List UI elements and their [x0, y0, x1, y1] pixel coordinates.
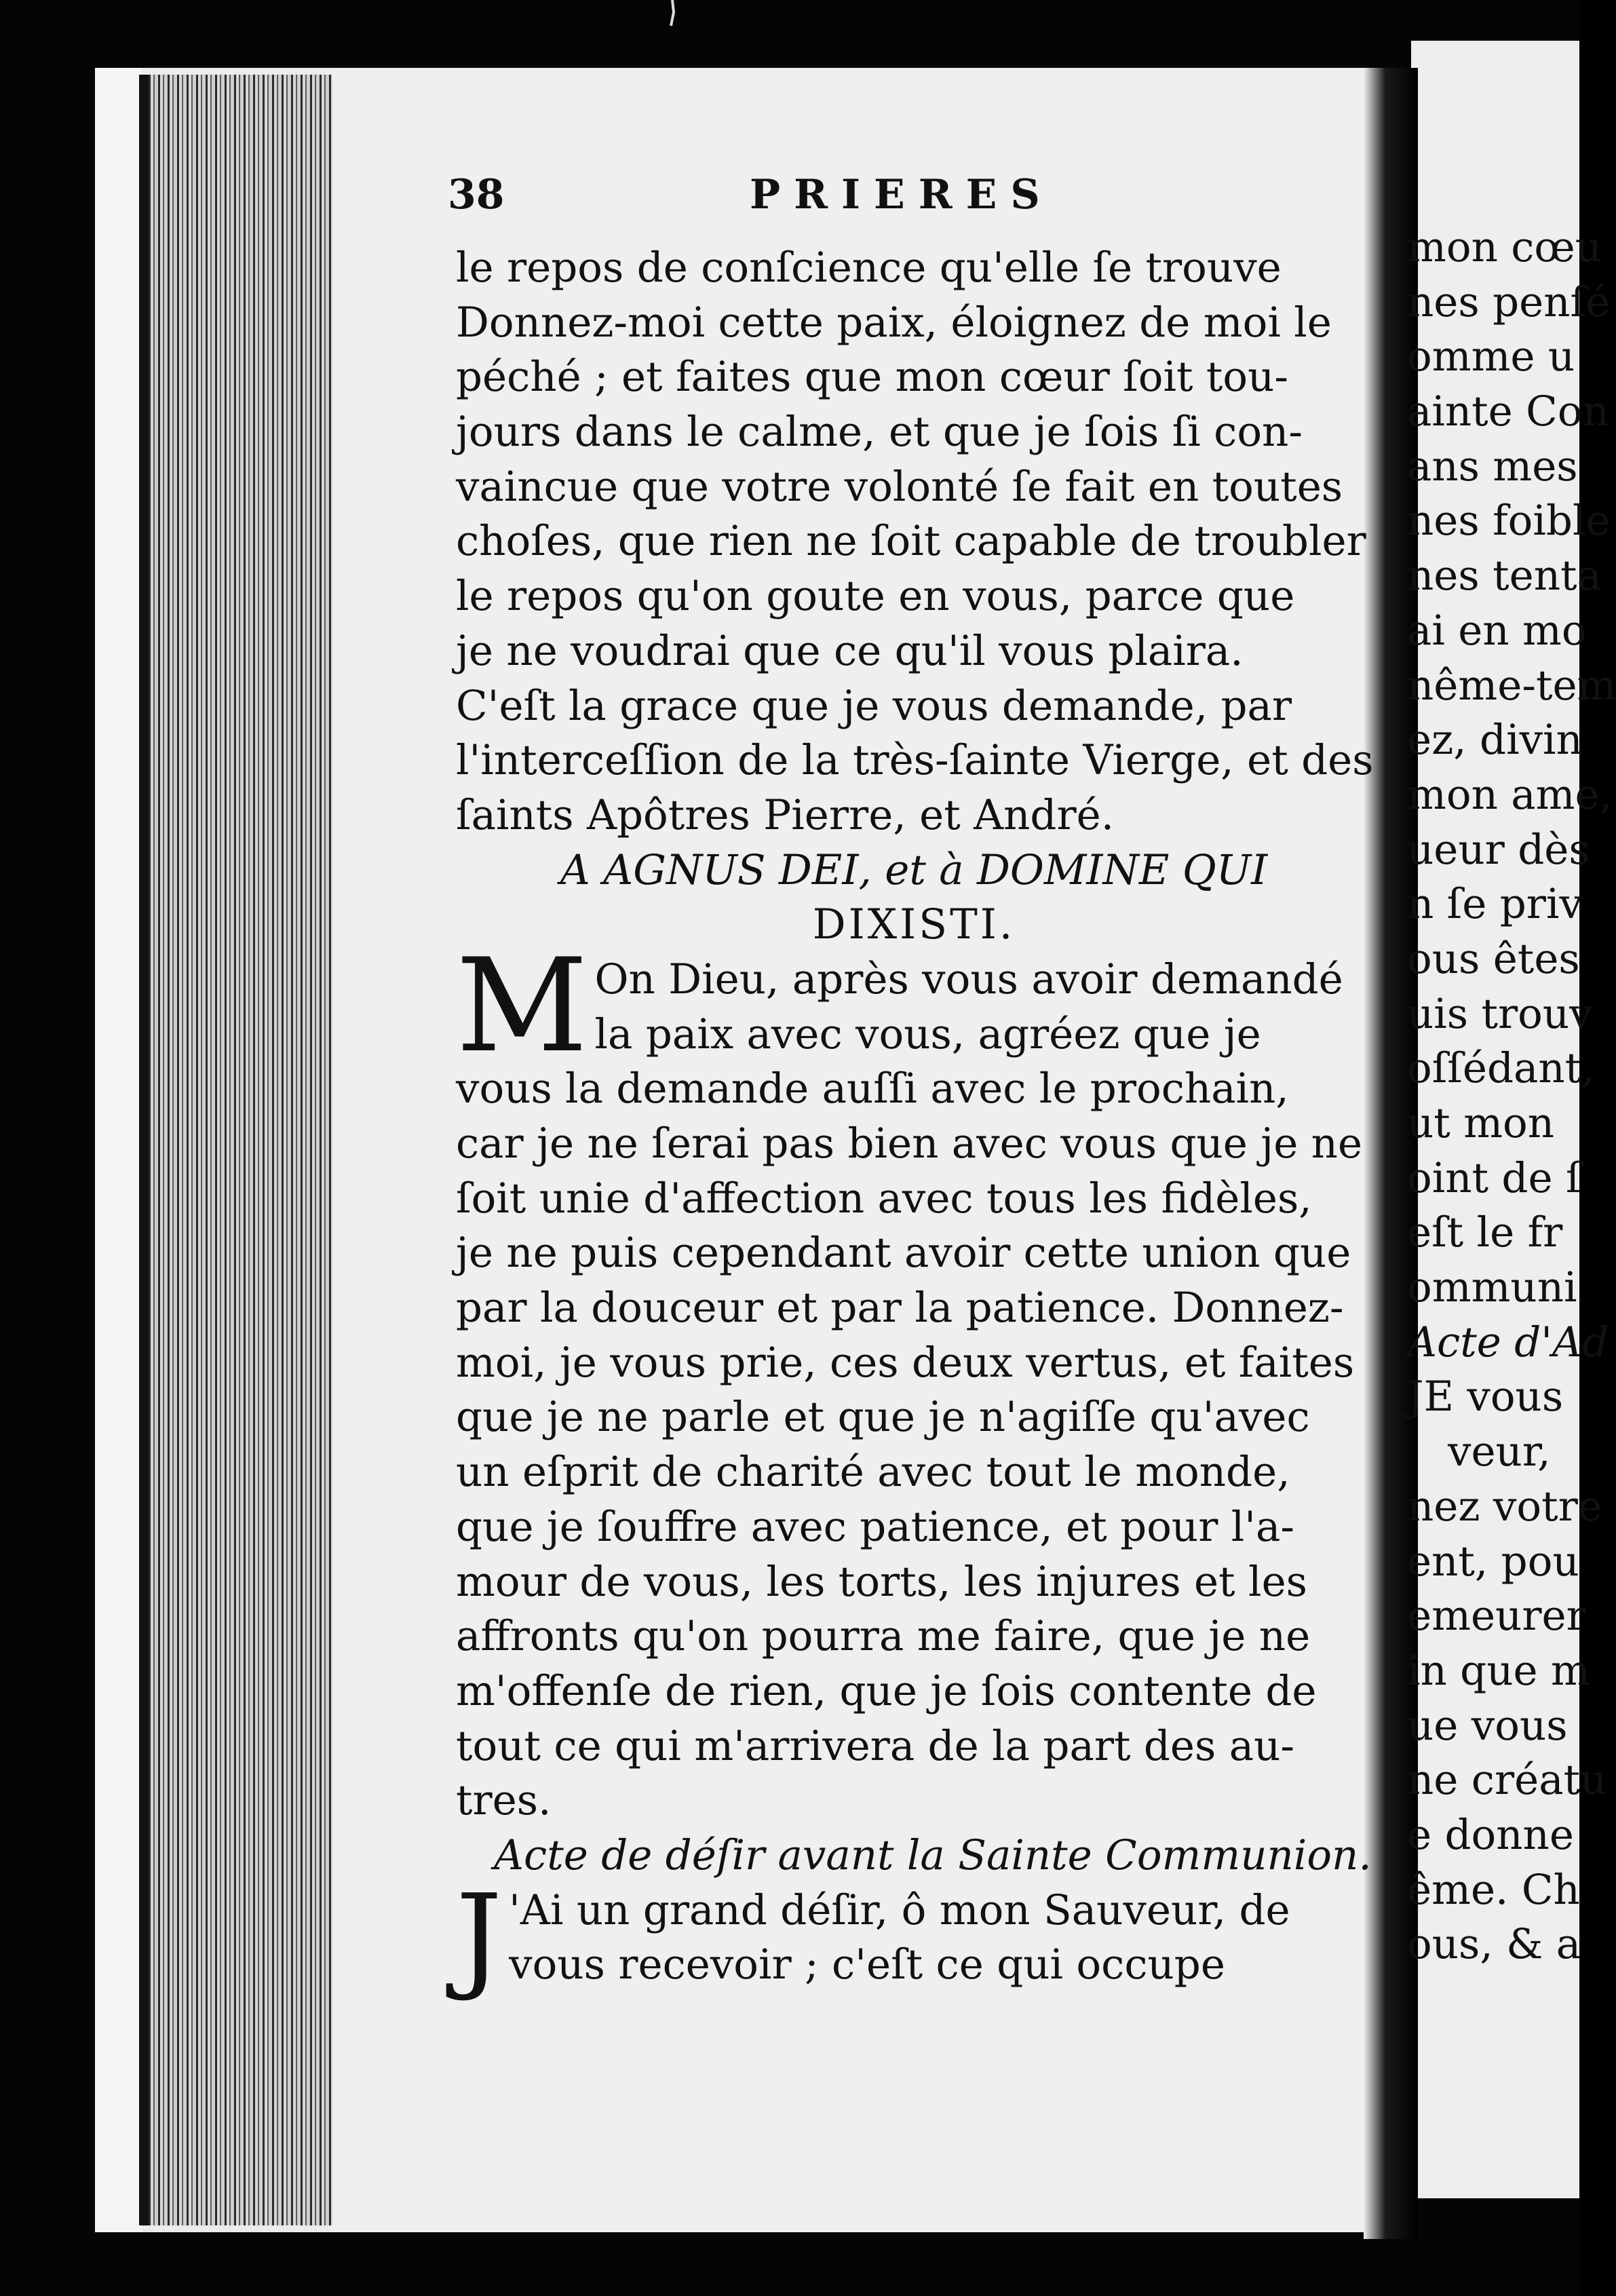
text-line: Donnez-moi cette paix, éloignez de moi le	[456, 298, 1332, 347]
text-line: que je ne parle et que je n'agiſſe qu'avec	[456, 1393, 1310, 1442]
text-line: moi, je vous prie, ces deux vertus, et faites	[456, 1338, 1355, 1387]
prayer-paragraph	[456, 1869, 1372, 2004]
text-line: la paix avec vous, agréez que je	[594, 1010, 1261, 1058]
text-line: JE vous	[1407, 1373, 1564, 1421]
text-line: tres.	[456, 1776, 552, 1825]
text-line: je ne voudrai que ce qu'il vous plaira.	[456, 626, 1244, 675]
text-line: ez, divin	[1407, 716, 1583, 765]
text-line: mour de vous, les torts, les injures et les	[456, 1557, 1307, 1606]
text-line: l'interceſſion de la très-ſainte Vierge, et des	[456, 736, 1374, 785]
text-line: ne créatu	[1407, 1756, 1607, 1805]
text-line: uis trouv	[1407, 989, 1593, 1038]
text-line: nême-tem	[1407, 661, 1616, 710]
text-line: ême. Ch	[1407, 1865, 1580, 1914]
text-line: affronts qu'on pourra me faire, que je ne	[456, 1612, 1311, 1661]
section-heading: A AGNUS DEI, et à DOMINE QUI	[560, 845, 1268, 894]
page-number: 38	[448, 171, 505, 218]
text-line: ſoit unie d'affection avec tous les fidèles,	[456, 1174, 1312, 1223]
page-fore-edge	[139, 75, 342, 2225]
page-edge-white	[95, 68, 142, 2232]
text-line: ai en mo	[1407, 606, 1587, 655]
text-line: 'Ai un grand déſir, ô mon Sauveur, de	[509, 1886, 1290, 1934]
text-line: péché ; et faites que mon cœur ſoit tou-	[456, 353, 1289, 402]
text-line: je ne puis cependant avoir cette union que	[456, 1229, 1351, 1278]
text-line: ut mon	[1407, 1099, 1555, 1147]
text-line: par la douceur et par la patience. Donnez-	[456, 1284, 1344, 1333]
section-heading: Acte de déſir avant la Sainte Communion.	[494, 1831, 1372, 1879]
text-line: vaincue que votre volonté ſe fait en toutes	[456, 462, 1343, 511]
text-line: vous la demande auſſi avec le prochain,	[456, 1065, 1289, 1113]
text-line: e donne	[1407, 1810, 1574, 1859]
text-line: ous êtes	[1407, 934, 1580, 983]
text-line: in que m	[1407, 1646, 1590, 1695]
prayer-paragraph	[456, 930, 1372, 1829]
text-line: ſaints Apôtres Pierre, et André.	[456, 790, 1115, 839]
section-heading-continued: DIXISTI.	[812, 900, 1016, 949]
drop-cap: M	[456, 930, 588, 1081]
text-line: eſt le fr	[1407, 1208, 1563, 1257]
text-line: mon cœu	[1407, 223, 1602, 271]
text-line: ueur dès	[1407, 825, 1590, 874]
text-line: nez votre	[1407, 1482, 1602, 1531]
text-line: un eſprit de charité avec tout le monde,	[456, 1448, 1290, 1497]
text-line: omme u	[1407, 332, 1575, 381]
text-line: oint de ſ	[1407, 1153, 1581, 1202]
text-line: ainte Con	[1407, 387, 1609, 436]
text-line: ans mes	[1407, 442, 1578, 491]
right-page-text	[1407, 221, 1616, 2052]
text-line: que je ſouffre avec patience, et pour l'a-	[456, 1502, 1295, 1551]
running-head: PRIERES	[750, 171, 1054, 218]
text-line: n ſe priv	[1407, 880, 1583, 929]
section-heading: Acte d'Ad	[1407, 1318, 1609, 1366]
page-header	[448, 171, 1411, 232]
left-page-text	[456, 241, 1372, 2086]
text-line: mon ame,	[1407, 770, 1613, 819]
text-line: emeurer	[1407, 1592, 1586, 1641]
text-line: tout ce qui m'arrivera de la part des au-	[456, 1721, 1294, 1770]
text-line: m'offenſe de rien, que je ſois contente de	[456, 1666, 1317, 1715]
text-line: ue vous	[1407, 1701, 1568, 1750]
ink-mark	[668, 0, 676, 27]
text-line: vous recevoir ; c'eſt ce qui occupe	[509, 1940, 1225, 1989]
text-line: jours dans le calme, et que je ſois ſi con-	[456, 408, 1303, 457]
text-line: le repos de conſcience qu'elle ſe trouve	[456, 244, 1282, 292]
text-line: le repos qu'on goute en vous, parce que	[456, 572, 1295, 621]
text-line: nes penſé	[1407, 278, 1611, 326]
text-line: On Dieu, après vous avoir demandé	[594, 955, 1343, 1003]
text-line: ommuni	[1407, 1263, 1577, 1312]
text-line: car je ne ſerai pas bien avec vous que je ne	[456, 1120, 1363, 1168]
text-line: veur,	[1448, 1428, 1551, 1476]
text-line: nes tenta	[1407, 552, 1602, 600]
text-line: choſes, que rien ne ſoit capable de troubler	[456, 517, 1366, 566]
text-line: nes foible	[1407, 497, 1611, 546]
drop-cap: J	[456, 1869, 503, 2004]
text-line: C'eſt la grace que je vous demande, par	[456, 681, 1292, 730]
text-line: ent, pou	[1407, 1537, 1579, 1586]
text-line: oſſédant,	[1407, 1044, 1595, 1093]
text-line: ous, & a	[1407, 1920, 1581, 1969]
